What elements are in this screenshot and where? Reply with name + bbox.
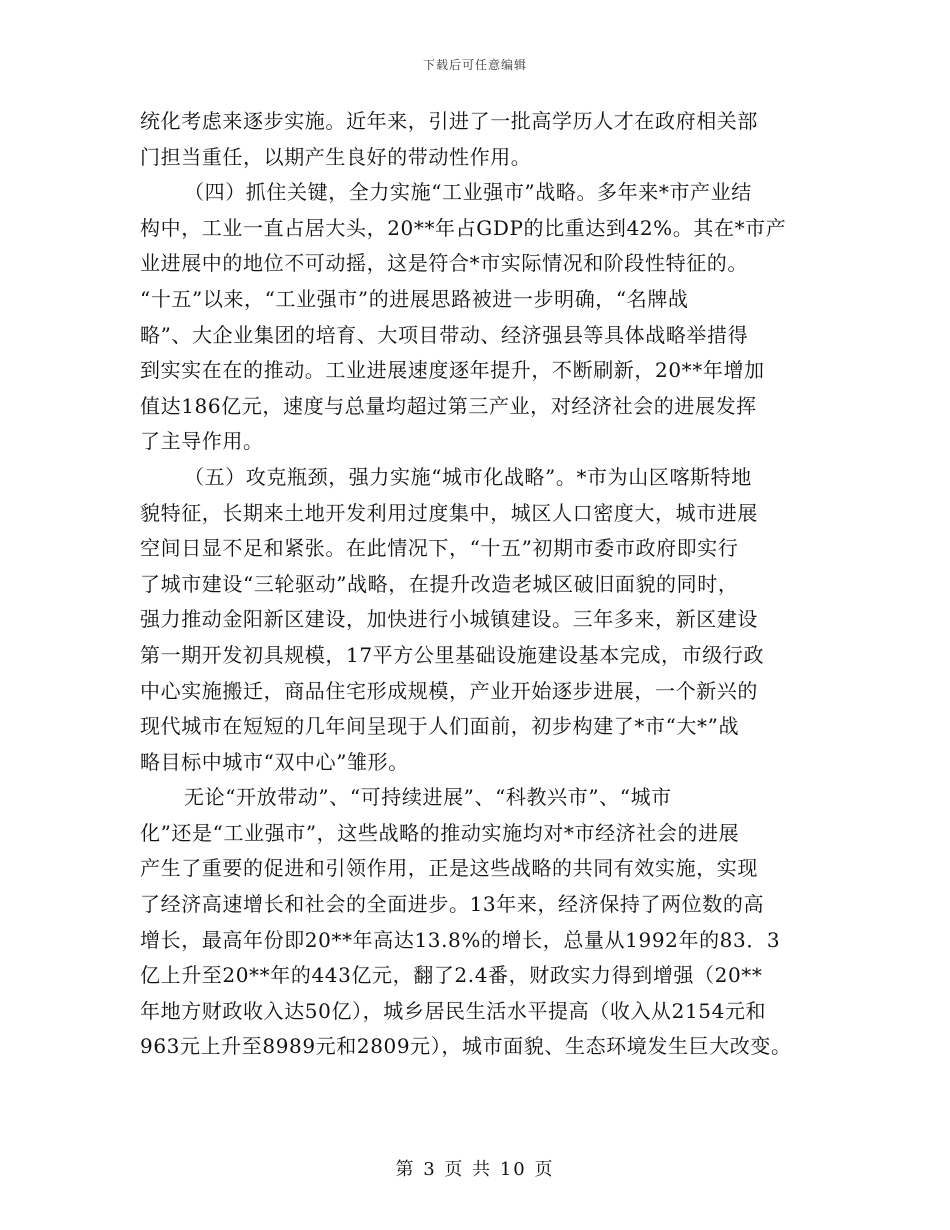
text-line: 略目标中城市“双中心”雏形。 [140, 749, 409, 774]
text-line: 了主导作用。 [140, 429, 264, 454]
text-line: （五）攻克瓶颈，强力实施“城市化战略”。*市为山区喀斯特地 [184, 464, 752, 489]
paragraph [140, 780, 820, 1065]
paragraph [140, 175, 820, 460]
text-line: 值达186亿元，速度与总量均超过第三产业，对经济社会的进展发挥 [140, 393, 757, 418]
text-line: 现代城市在短短的几年间呈现于人们面前，初步构建了*市“大*”战 [140, 714, 740, 739]
text-line: 化”还是“工业强市”，这些战略的推动实施均对*市经济社会的进展 [140, 820, 740, 845]
page-number: 第 3 页 共 10 页 [395, 1159, 555, 1180]
text-line: 增长，最高年份即20**年高达13.8%的增长，总量从1992年的83．3 [140, 927, 781, 952]
text-line: 第一期开发初具规模，17平方公里基础设施建设基本完成，市级行政 [140, 642, 765, 667]
text-line: 无论“开放带动”、“可持续进展”、“科教兴市”、“城市 [184, 785, 672, 810]
text-line: 略”、大企业集团的培育、大项目带动、经济强县等具体战略举措得 [140, 322, 749, 347]
text-line: 门担当重任，以期产生良好的带动性作用。 [140, 144, 532, 169]
text-line: 了经济高速增长和社会的全面进步。13年来，经济保持了两位数的高 [140, 892, 765, 917]
text-line: 到实实在在的推动。工业进展速度逐年提升，不断刷新，20**年增加 [140, 358, 765, 383]
text-line: 强力推动金阳新区建设，加快进行小城镇建设。三年多来，新区建设 [140, 607, 758, 632]
page-header: 下载后可任意编辑 [422, 58, 527, 72]
text-line: 中心实施搬迁，商品住宅形成规模，产业开始逐步进展，一个新兴的 [140, 678, 758, 703]
text-line: 业进展中的地位不可动摇，这是符合*市实际情况和阶段性特征的。 [140, 251, 748, 276]
paragraph [140, 104, 820, 175]
text-line: 空间日显不足和紧张。在此情况下，“十五”初期市委市政府即实行 [140, 536, 739, 561]
text-line: 963元上升至8989元和2809元），城市面貌、生态环境发生巨大改变。 [140, 1034, 792, 1059]
text-line: 产生了重要的促进和引领作用，正是这些战略的共同有效实施，实现 [140, 856, 758, 881]
text-line: 构中，工业一直占居大头，20**年占GDP的比重达到42%。其在*市产 [140, 215, 787, 240]
document-body [140, 104, 820, 1065]
text-line: “十五”以来，“工业强市”的进展思路被进一步明确，“名牌战 [140, 286, 689, 311]
text-line: 了城市建设“三轮驱动”战略，在提升改造老城区破旧面貌的同时， [140, 571, 739, 596]
text-line: 年地方财政收入达50亿），城乡居民生活水平提高（收入从2154元和 [140, 998, 767, 1023]
text-line: 统化考虑来逐步实施。近年来，引进了一批高学历人才在政府相关部 [140, 109, 758, 133]
paragraph [140, 460, 820, 780]
text-line: 亿上升至20**年的443亿元，翻了2.4番，财政实力得到增强（20** [140, 963, 763, 988]
text-line: （四）抓住关键，全力实施“工业强市”战略。多年来*市产业结 [184, 180, 752, 205]
text-line: 貌特征，长期来土地开发利用过度集中，城区人口密度大，城市进展 [140, 500, 758, 525]
